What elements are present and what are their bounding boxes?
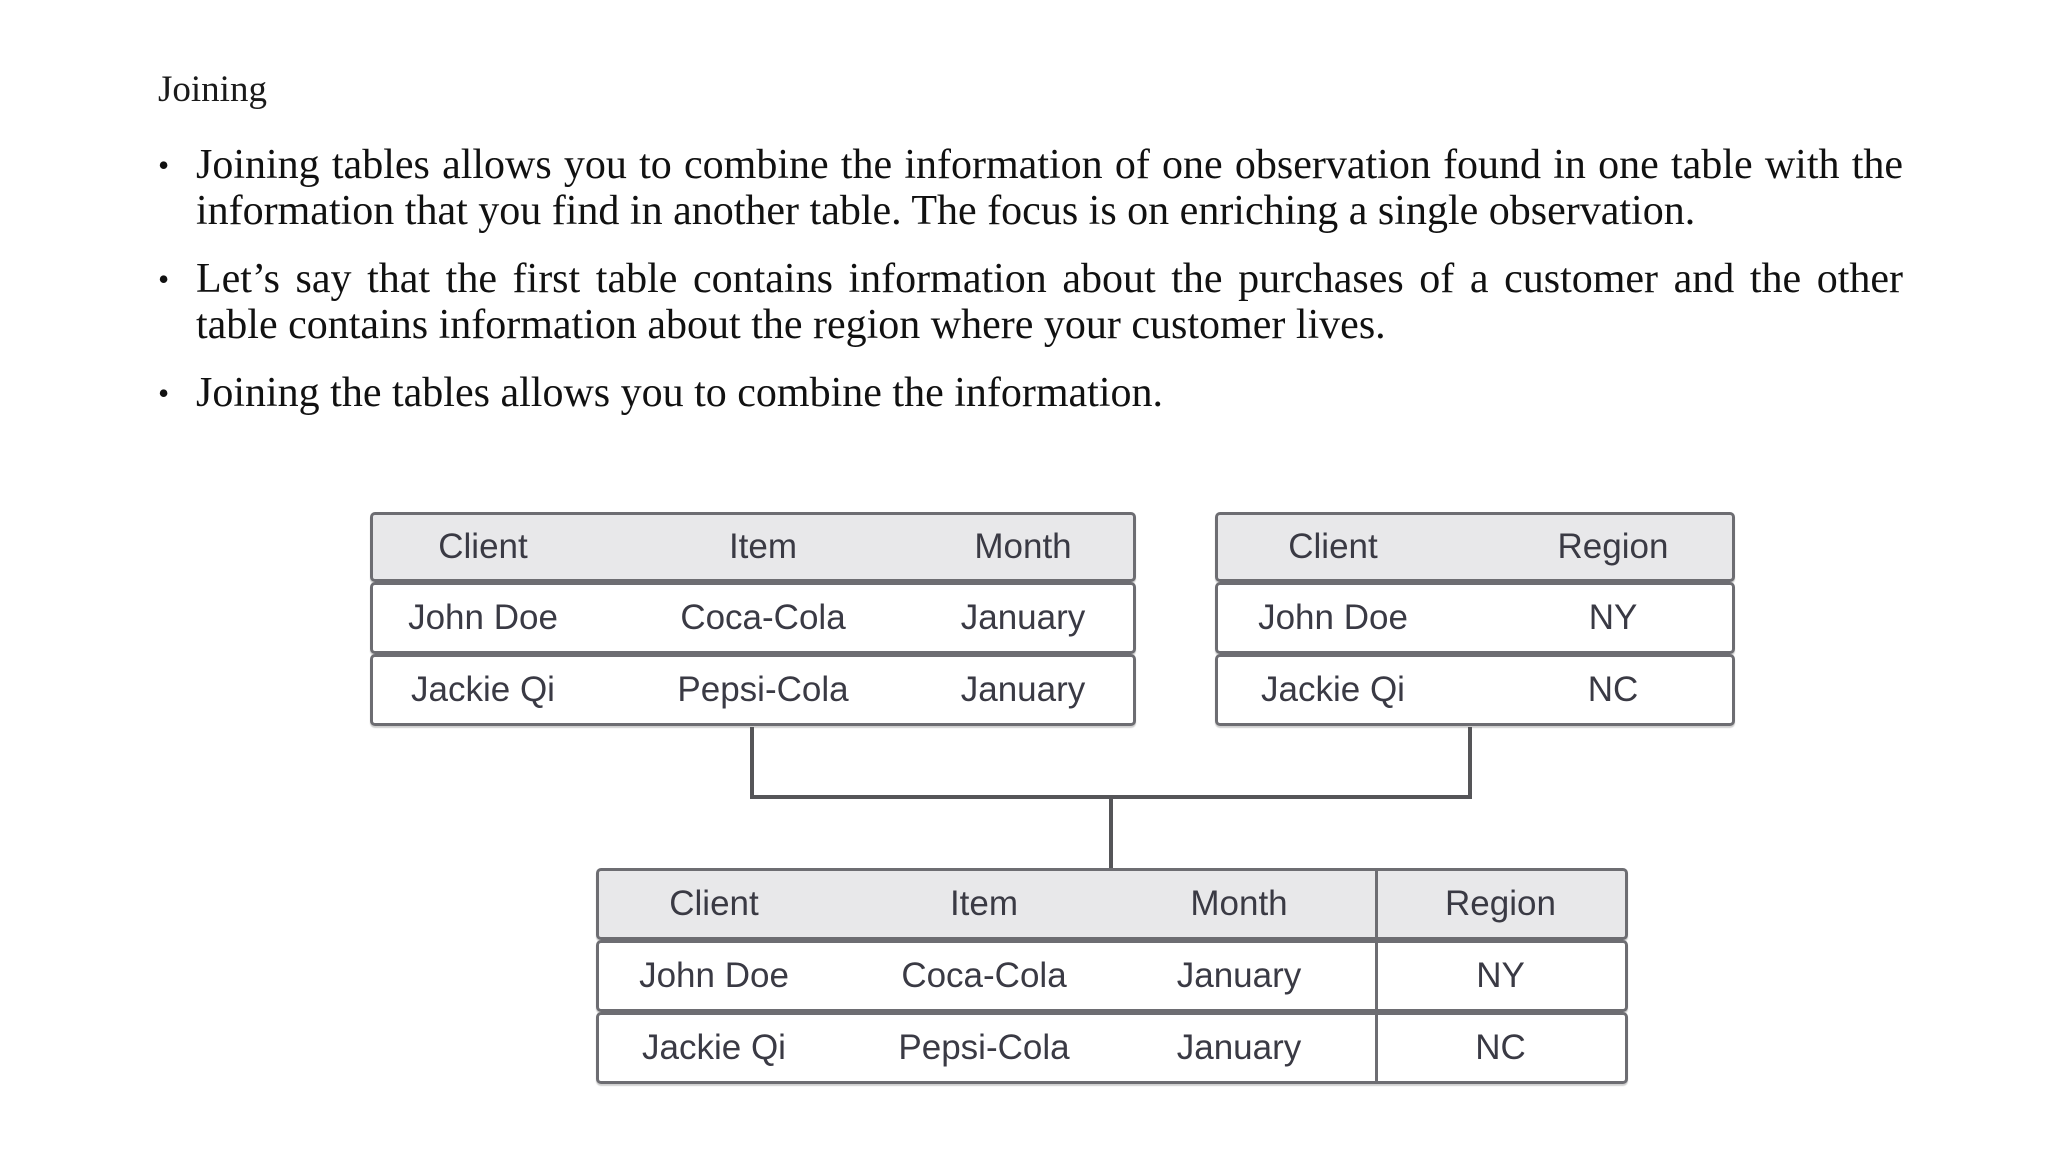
cell-item: Pepsi-Cola (898, 1028, 1070, 1067)
bullet-text: Let’s say that the first table contains information about the purchases of a customer and the other table contains information about the region where your customer lives. (196, 256, 1903, 348)
header-month: Month (974, 527, 1072, 566)
table-row (1215, 582, 1735, 654)
bullet-text: Joining the tables allows you to combine the information. (196, 370, 1164, 416)
table-row (370, 582, 1136, 654)
header-client: Client (669, 884, 759, 923)
cell-month: January (960, 670, 1086, 709)
header-month: Month (1190, 884, 1288, 923)
header-item: Item (728, 527, 798, 566)
joined-table (596, 868, 1628, 1084)
connector-left-vertical (750, 727, 754, 799)
bullet-list (158, 142, 1903, 438)
header-item: Item (949, 884, 1019, 923)
connector-right-vertical (1468, 727, 1472, 799)
purchases-table (370, 512, 1136, 727)
table-header-row (596, 868, 1628, 940)
bullet-dot-icon: • (158, 375, 170, 411)
cell-region: NY (1588, 598, 1638, 637)
table-header-row (1215, 512, 1735, 582)
bullet-dot-icon: • (158, 261, 170, 297)
cell-item: Coca-Cola (901, 956, 1067, 995)
table-header-row (370, 512, 1136, 582)
cell-client: John Doe (639, 956, 789, 995)
cell-client: Jackie Qi (411, 670, 555, 709)
cell-client: John Doe (408, 598, 558, 637)
cell-month: January (1176, 956, 1302, 995)
table-row (596, 1012, 1628, 1084)
cell-region: NC (1587, 670, 1639, 709)
bullet-item (158, 256, 1903, 348)
cell-client: Jackie Qi (1261, 670, 1405, 709)
header-region: Region (1557, 527, 1669, 566)
bullet-item (158, 370, 1903, 416)
cell-region: NC (1475, 1028, 1526, 1067)
bullet-item (158, 142, 1903, 234)
connector-down-vertical (1109, 797, 1113, 870)
slide-title: Joining (158, 69, 267, 110)
cell-region: NY (1476, 956, 1525, 995)
cell-client: John Doe (1258, 598, 1408, 637)
cell-month: January (1176, 1028, 1302, 1067)
region-table (1215, 512, 1735, 727)
bullet-text: Joining tables allows you to combine the information of one observation found in one table with the information that you find in another table. The focus is on enriching a single observation. (196, 142, 1903, 234)
cell-item: Pepsi-Cola (677, 670, 849, 709)
header-region: Region (1445, 884, 1556, 923)
header-client: Client (1288, 527, 1378, 566)
cell-month: January (960, 598, 1086, 637)
cell-client: Jackie Qi (642, 1028, 786, 1067)
header-client: Client (438, 527, 528, 566)
table-row (370, 654, 1136, 726)
table-row (596, 940, 1628, 1012)
bullet-dot-icon: • (158, 147, 170, 183)
table-row (1215, 654, 1735, 726)
cell-item: Coca-Cola (680, 598, 846, 637)
